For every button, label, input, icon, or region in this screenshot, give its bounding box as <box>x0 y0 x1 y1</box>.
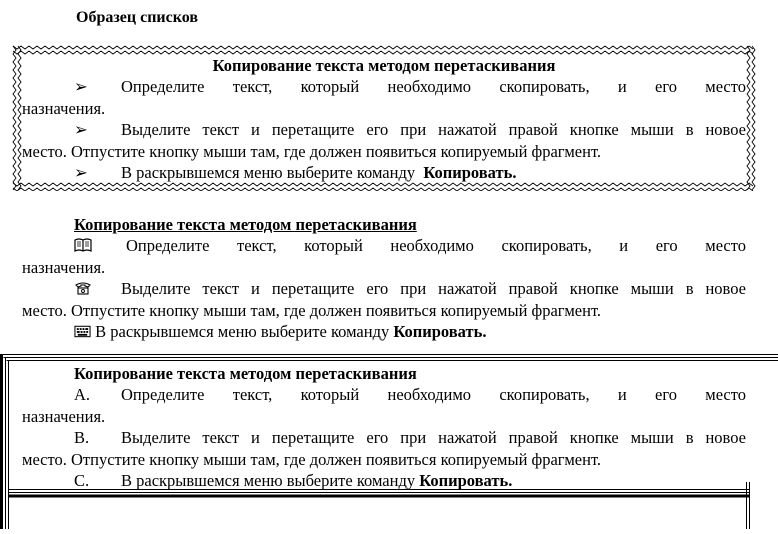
list-section-icons <box>22 214 746 343</box>
list-item-text: В раскрывшемся меню выберите команду <box>121 471 416 490</box>
section-heading: Копирование текста методом перетаскивания <box>212 56 556 75</box>
list-item <box>22 384 746 427</box>
zigzag-line <box>13 46 16 190</box>
list-item-text: В раскрывшемся меню выберите команду <box>95 322 390 341</box>
list-item-text-cont: место. Отпустите кнопку мыши там, где должен появиться копируемый фрагмент. <box>22 449 602 469</box>
list-item-text: Определите текст, который необходимо скопировать, и его место <box>121 77 746 96</box>
list-letter: A. <box>74 385 91 404</box>
list-item <box>22 162 746 184</box>
list-item-text: Выделите текст и перетащите его при нажатой правой кнопке мыши в новое <box>121 279 746 298</box>
list-item-text-cont: место. Отпустите кнопку мыши там, где должен появиться копируемый фрагмент. <box>22 141 602 161</box>
list-item-text-cont: место. Отпустите кнопку мыши там, где должен появиться копируемый фрагмент. <box>22 300 602 320</box>
arrow-bullet-icon: ➢ <box>74 77 88 96</box>
list-item <box>22 76 746 119</box>
section-heading: Копирование текста методом перетаскивания <box>74 364 417 383</box>
list-item <box>22 278 746 321</box>
zigzag-line <box>752 46 755 190</box>
page-title: Образец списков <box>76 9 198 26</box>
list-item-text: В раскрывшемся меню выберите команду <box>121 163 416 182</box>
list-item-text-cont: назначения. <box>22 98 106 118</box>
zigzag-line <box>13 46 753 49</box>
command-name: Копировать. <box>393 322 487 341</box>
list-item-text-cont: назначения. <box>22 257 106 277</box>
arrow-bullet-icon: ➢ <box>74 163 88 182</box>
list-letter: B. <box>74 428 90 447</box>
list-item <box>22 427 746 470</box>
keyboard-icon <box>74 324 91 338</box>
list-section-arrows <box>22 55 746 184</box>
arrow-bullet-icon: ➢ <box>74 120 88 139</box>
zigzag-line <box>18 46 21 190</box>
zigzag-line <box>747 46 750 190</box>
zigzag-line <box>13 51 753 54</box>
zigzag-line <box>13 188 753 191</box>
command-name: Копировать. <box>419 471 513 490</box>
list-item-text: Выделите текст и перетащите его при нажатой правой кнопке мыши в новое <box>121 428 746 447</box>
list-letter: C. <box>74 471 90 490</box>
list-item-text: Выделите текст и перетащите его при нажатой правой кнопке мыши в новое <box>121 120 746 139</box>
list-item-text-cont: назначения. <box>22 406 106 426</box>
book-icon <box>74 238 92 252</box>
telephone-icon <box>74 281 92 295</box>
list-item-text: Определите текст, который необходимо скопировать, и его место <box>126 236 746 255</box>
list-item-text: Определите текст, который необходимо скопировать, и его место <box>121 385 746 404</box>
list-item <box>22 470 746 492</box>
list-section-letters <box>22 363 746 492</box>
command-name: Копировать. <box>423 163 517 182</box>
section-heading: Копирование текста методом перетаскивания <box>74 215 417 234</box>
list-item <box>22 321 746 343</box>
list-item <box>22 235 746 278</box>
list-item <box>22 119 746 162</box>
